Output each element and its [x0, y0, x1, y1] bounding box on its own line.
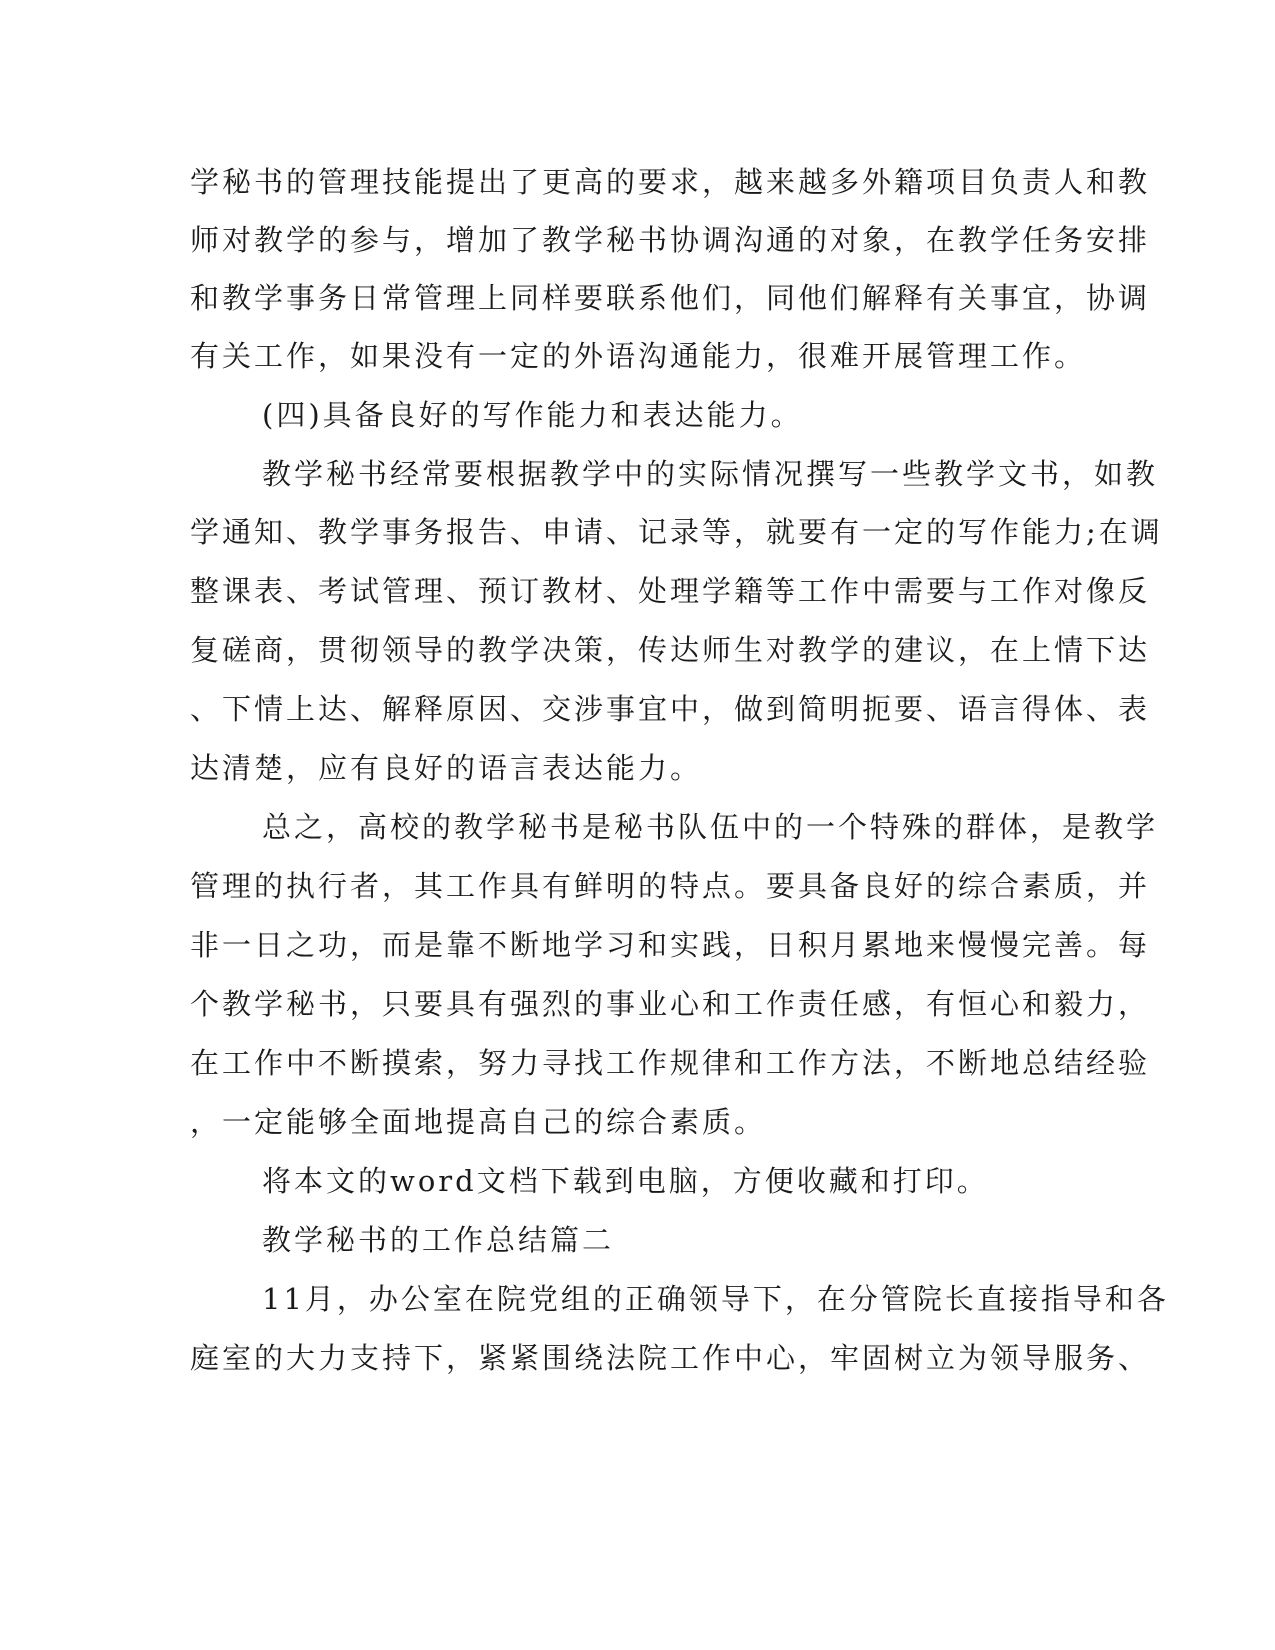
- paragraph-line: 达清楚，应有良好的语言表达能力。: [190, 751, 703, 785]
- paragraph-line: 、下情上达、解释原因、交涉事宜中，做到简明扼要、语言得体、表: [190, 692, 1151, 726]
- section-title: 教学秘书的工作总结篇二: [262, 1223, 615, 1257]
- download-note: 将本文的word文档下载到电脑，方便收藏和打印。: [262, 1164, 989, 1198]
- paragraph-line: 在工作中不断摸索，努力寻找工作规律和工作方法，不断地总结经验: [190, 1046, 1151, 1080]
- paragraph-line: 庭室的大力支持下，紧紧围绕法院工作中心，牢固树立为领导服务、: [190, 1341, 1151, 1375]
- paragraph-line: ，一定能够全面地提高自己的综合素质。: [190, 1105, 767, 1139]
- paragraph-line: 总之，高校的教学秘书是秘书队伍中的一个特殊的群体，是教学: [262, 810, 1159, 844]
- paragraph-line: 整课表、考试管理、预订教材、处理学籍等工作中需要与工作对像反: [190, 574, 1151, 608]
- paragraph-line: 和教学事务日常管理上同样要联系他们，同他们解释有关事宜，协调: [190, 281, 1151, 315]
- section-heading: (四)具备良好的写作能力和表达能力。: [262, 398, 803, 432]
- paragraph-line: 教学秘书经常要根据教学中的实际情况撰写一些教学文书，如教: [262, 457, 1159, 491]
- paragraph-line: 有关工作，如果没有一定的外语沟通能力，很难开展管理工作。: [190, 339, 1087, 373]
- paragraph-line: 11月，办公室在院党组的正确领导下，在分管院长直接指导和各: [262, 1282, 1169, 1316]
- paragraph-line: 非一日之功，而是靠不断地学习和实践，日积月累地来慢慢完善。每: [190, 928, 1151, 962]
- paragraph-line: 个教学秘书，只要具有强烈的事业心和工作责任感，有恒心和毅力，: [190, 987, 1151, 1021]
- paragraph-line: 管理的执行者，其工作具有鲜明的特点。要具备良好的综合素质，并: [190, 869, 1151, 903]
- paragraph-line: 学秘书的管理技能提出了更高的要求，越来越多外籍项目负责人和教: [190, 165, 1151, 199]
- paragraph-line: 复磋商，贯彻领导的教学决策，传达师生对教学的建议，在上情下达: [190, 633, 1151, 667]
- paragraph-line: 师对教学的参与，增加了教学秘书协调沟通的对象，在教学任务安排: [190, 223, 1151, 257]
- paragraph-line: 学通知、教学事务报告、申请、记录等，就要有一定的写作能力;在调: [190, 515, 1163, 549]
